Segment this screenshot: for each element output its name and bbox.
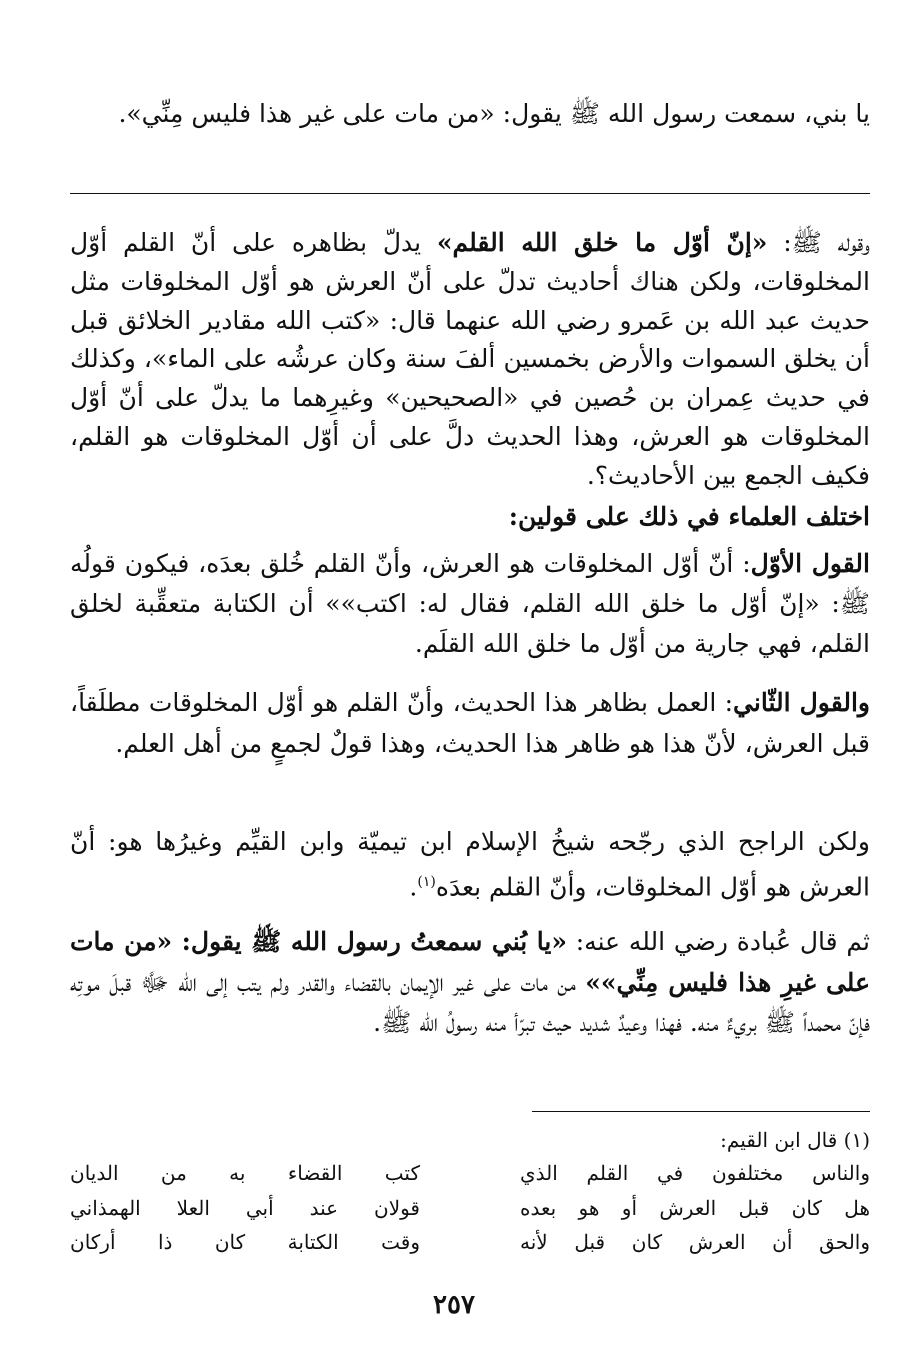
verse-line [70, 1156, 870, 1191]
footnote-number: (١) [843, 1128, 870, 1152]
poem-verses [70, 1156, 870, 1260]
verse-first-hemistich: هل كان قبل العرش أو هو بعده [520, 1195, 870, 1220]
second-opinion-label: والقول الثّاني [733, 688, 870, 717]
footnote-divider [532, 1111, 870, 1112]
ubada-hadith-paragraph [70, 922, 870, 1044]
footnote-reference[interactable]: (١) [417, 874, 436, 890]
paragraph-hadith-question [70, 224, 870, 496]
verse-line [70, 1191, 870, 1226]
verse-first-hemistich: والحق أن العرش كان قبل لأنه [520, 1230, 870, 1254]
paragraph-body: من مات على غير الإيمان بالقضاء والقدر ولم يتب إلى الله ﷻ قبلَ موتِه فإنّ محمداً ﷺ بريءٌ منه. فهذا وعيدٌ شديد حيث تبرّأ منه رسولُ الله ﷺ. [70, 967, 870, 1037]
scholars-differ-heading: اختلف العلماء في ذلك على قولين: [508, 502, 870, 531]
paragraph-lead: ثم قال عُبادة رضي الله عنه: [566, 927, 870, 956]
sentence-end: . [409, 872, 418, 902]
footnote-intro [470, 1123, 870, 1157]
verse-second-hemistich: وقت الكتابة كان ذا أركان [70, 1230, 420, 1254]
first-opinion-paragraph [70, 544, 870, 663]
bold-hadith-quote: «يا بُني سمعتُ رسول الله ﷺ يقول: «من مات على غيرِ هذا فليس مِنِّي»» [70, 927, 870, 997]
top-quote-continuation: يا بني، سمعت رسول الله ﷺ يقول: «من مات على غير هذا فليس مِنِّي». [118, 99, 870, 128]
preferred-opinion-text: ولكن الراجح الذي رجّحه شيخُ الإسلام ابن تيميّة وابن القيِّم وغيرُها هو: أنّ العرش هو أوّل المخلوقات، وأنّ القلم بعدَه [70, 827, 870, 902]
second-opinion-paragraph [70, 683, 870, 764]
page-number: ٢٥٧ [433, 1290, 475, 1320]
verse-second-hemistich: قولان عند أبي العلا الهمذاني [70, 1195, 420, 1220]
footnote-intro-text: قال ابن القيم: [720, 1128, 838, 1152]
first-opinion-label: القول الأوّل [750, 549, 870, 578]
verse-line [70, 1225, 870, 1260]
paragraph-body: يدلّ بظاهره على أنّ القلم أوّل المخلوقات، ولكن هناك أحاديث تدلّ على أنّ العرش هو أوّل المخلوقات مثل حديث عبد الله بن عَمرو رضي الله عنهما قال: «كتب الله مقادير الخلائق قبل أن يخلق السموات والأرض بخمسين ألفَ سنة وكان عرشُه على الماء»، وكذلك في حديث عِمران بن حُصين في «الصحيحين» وغيرِهما ما يدلّ على أنّ أوّل المخلوقات هو العرش، وهذا الحديث دلَّ على أن أوّل المخلوقات هو القلم، فكيف الجمع بين الأحاديث؟. [70, 228, 870, 490]
preferred-opinion-paragraph [70, 822, 870, 907]
verse-first-hemistich: والناس مختلفون في القلم الذي [520, 1161, 870, 1185]
paragraph-lead: وقوله ﷺ: [767, 228, 871, 257]
section-divider [70, 193, 870, 194]
second-opinion-text: : العمل بظاهر هذا الحديث، وأنّ القلم هو أوّل المخلوقات مطلَقاً، قبل العرش، لأنّ هذا هو ظاهر هذا الحديث، وهذا قولٌ لجمعٍ من أهل العلم. [70, 688, 870, 758]
verse-second-hemistich: كتب القضاء به من الديان [70, 1161, 420, 1185]
first-opinion-text: : أنّ أوّل المخلوقات هو العرش، وأنّ القلم خُلق بعدَه، فيكون قولُه ﷺ: «إنّ أوّل ما خلق الله القلم، فقال له: اكتب»» أن الكتابة متعقِّبة لخلق القلم، فهي جارية من أوّل ما خلق الله القلَم. [70, 549, 870, 658]
bold-hadith-quote: «إنّ أوّل ما خلق الله القلم» [436, 228, 768, 257]
